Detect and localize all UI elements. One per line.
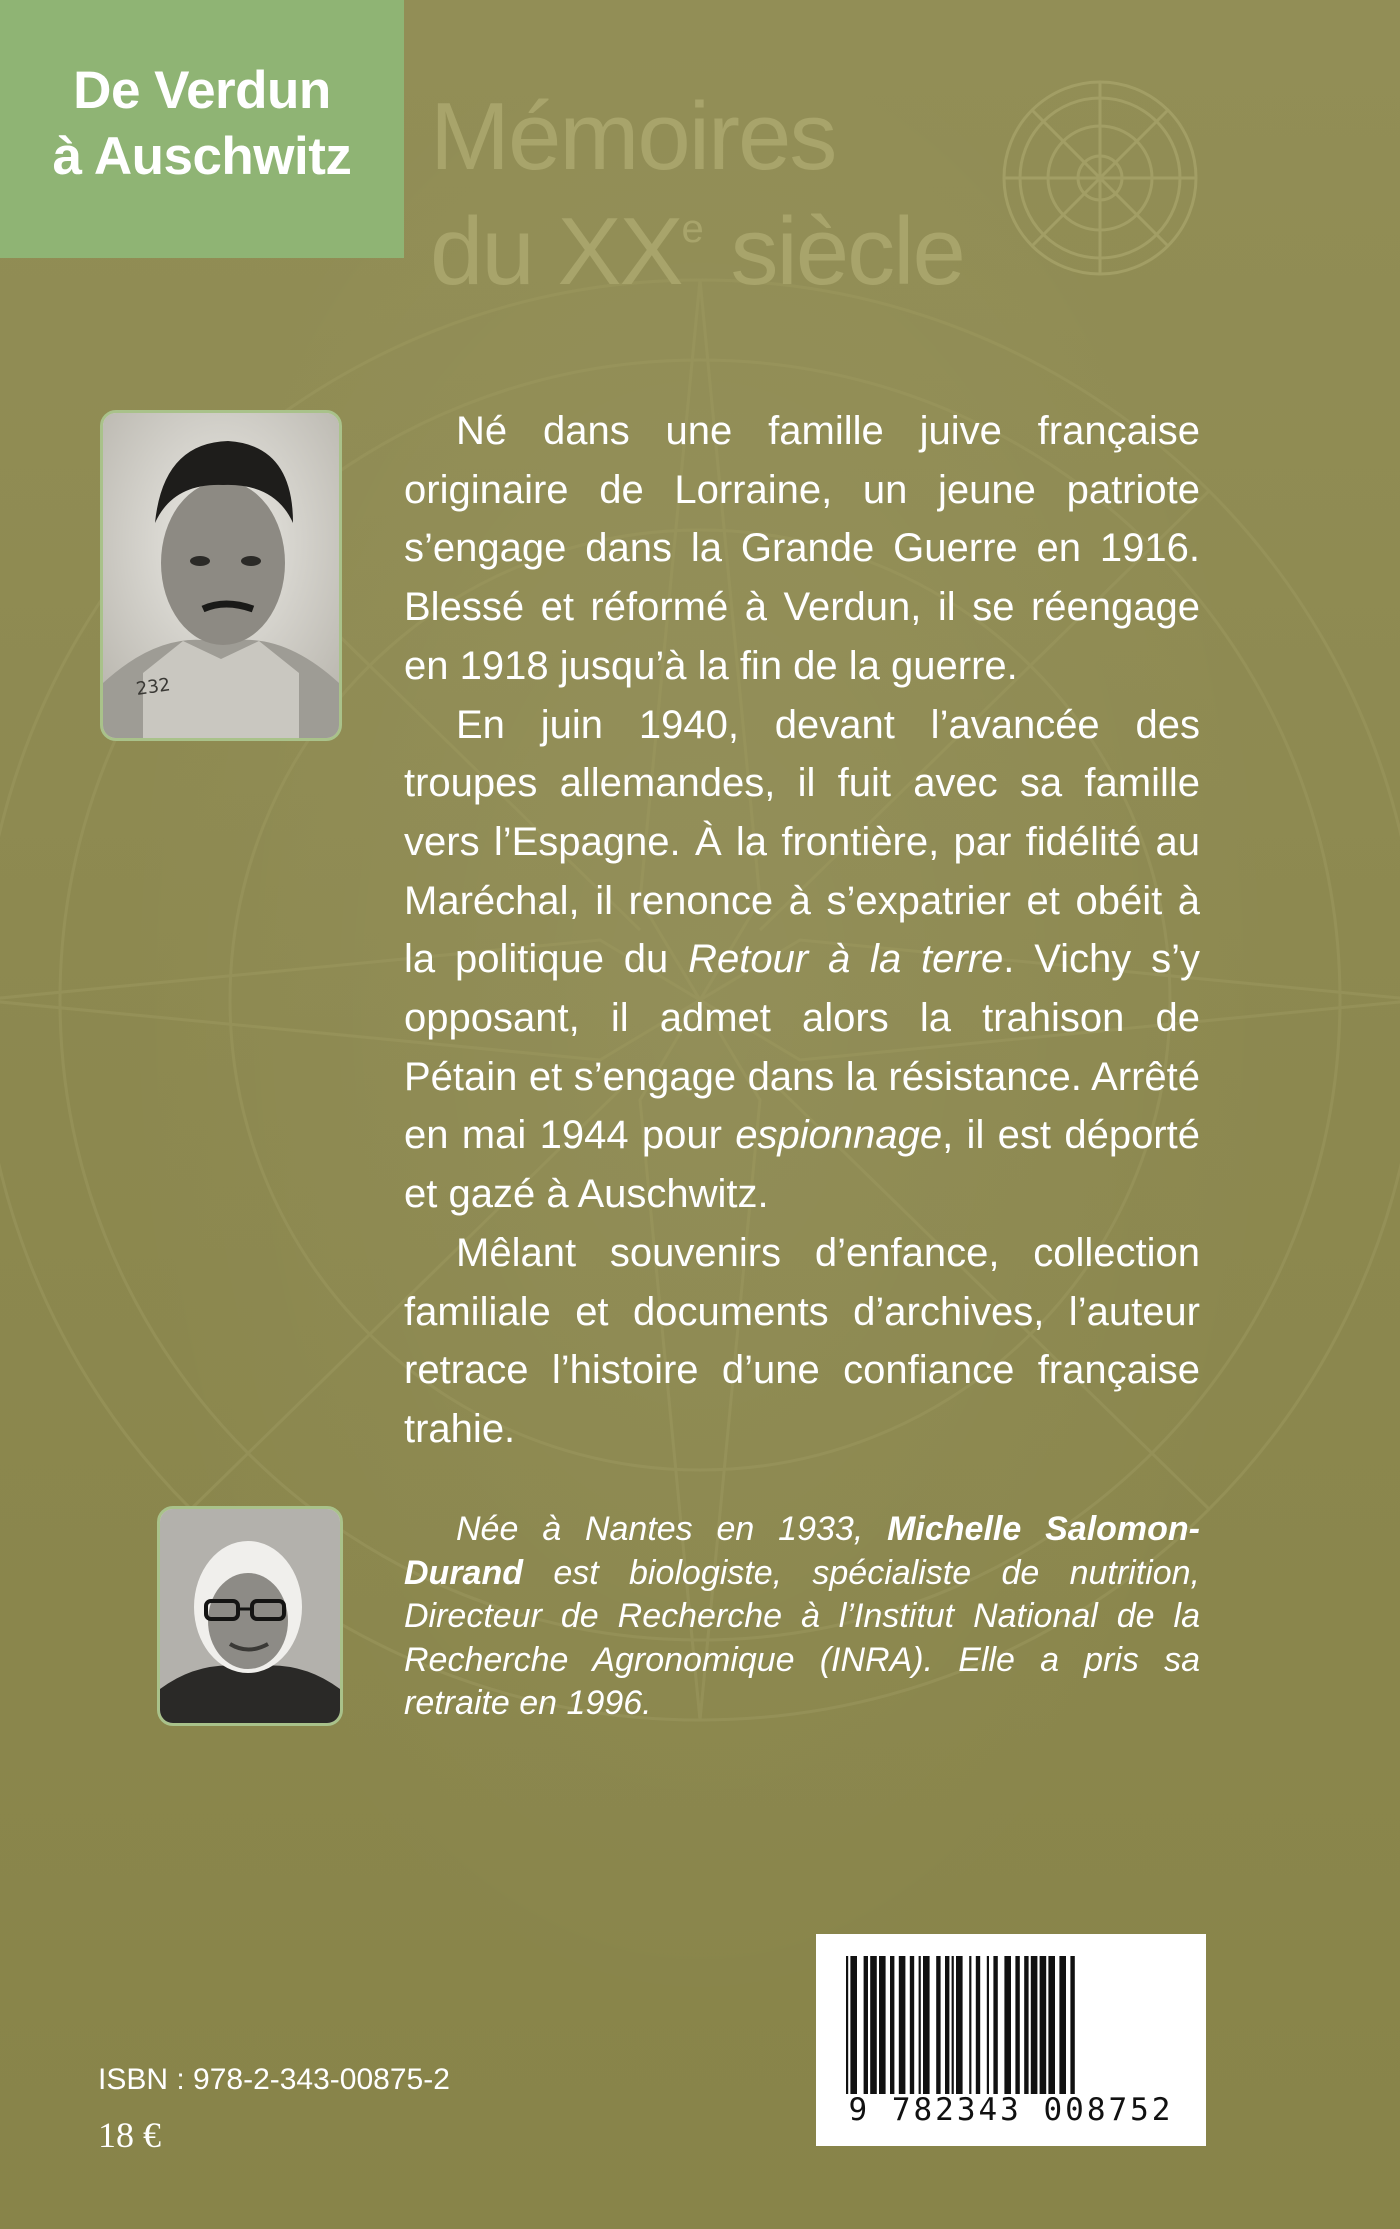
barcode-bar: [987, 1956, 989, 2094]
book-title-line1: De Verdun: [73, 61, 331, 120]
barcode-bar: [1015, 1956, 1019, 2094]
barcode-bar: [864, 1956, 868, 2094]
collection-name: [430, 83, 964, 305]
barcode-bar: [910, 1956, 914, 2094]
barcode-bar: [1040, 1956, 1047, 2094]
synopsis-paragraph-3: Mêlant souvenirs d’enfance, collection familiale et documents d’archives, l’auteur retrace l’histoire d’une confiance française trahie.: [404, 1230, 1200, 1451]
synopsis-p2-part-a: En juin 1940, devant l’avancée des troupes allemandes, il fuit avec sa famille vers l’Espagne. À la frontière, par fidélité au Maréchal, il renonce à s’expatrier et obéit à la politique du: [404, 702, 1200, 982]
barcode-bar: [1024, 1956, 1028, 2094]
synopsis-p2-emphasis-1: Retour à la terre: [688, 937, 1004, 982]
synopsis-p2-part-c: , il est déporté et gazé à Auschwitz.: [404, 1113, 1200, 1217]
barcode-bar: [976, 1956, 980, 2094]
soldier-portrait-image: [103, 413, 339, 738]
price-label: 18 €: [98, 2115, 161, 2155]
barcode-bar: [1070, 1956, 1074, 2094]
soldier-portrait-photo: [100, 410, 342, 741]
author-intro: Née à Nantes en 1933,: [456, 1510, 888, 1548]
barcode-bar: [956, 1956, 963, 2094]
book-title: [0, 58, 404, 190]
barcode-bar: [890, 1956, 894, 2094]
collection-line2-pre: du XX: [430, 198, 682, 305]
collection-line1: Mémoires: [430, 83, 836, 190]
author-biography: [404, 1508, 1200, 1726]
barcode-bar: [850, 1956, 857, 2094]
barcode-bar: [936, 1956, 940, 2094]
collection-line2: [430, 184, 964, 305]
barcode-bar: [1031, 1956, 1038, 2094]
barcode-bar: [879, 1956, 886, 2094]
barcode-bar: [919, 1956, 921, 2094]
author-portrait-image: [160, 1509, 340, 1723]
barcode-bar: [952, 1956, 954, 2094]
barcode-bar: [993, 1956, 997, 2094]
author-name: Michelle Salomon-Durand: [404, 1510, 1200, 1592]
barcode-bar: [1004, 1956, 1011, 2094]
author-portrait-photo: [157, 1506, 343, 1726]
synopsis-p2-emphasis-2: espionnage: [735, 1113, 943, 1158]
book-synopsis: [404, 402, 1200, 1459]
barcode-bar: [1059, 1956, 1066, 2094]
barcode-bar: [1048, 1956, 1055, 2094]
barcode-bar: [969, 1956, 971, 2094]
barcode-bar: [945, 1956, 949, 2094]
synopsis-paragraph-2: [404, 696, 1200, 1224]
barcode-bar: [870, 1956, 877, 2094]
series-title-box: [0, 0, 404, 258]
barcode-bar: [899, 1956, 906, 2094]
barcode-bar: [846, 1956, 848, 2094]
collection-seal-icon: [1000, 78, 1200, 278]
collar-number: 232: [134, 674, 172, 700]
synopsis-paragraph-1: Né dans une famille juive française originaire de Lorraine, un jeune patriote s’engage dans la Grande Guerre en 1916. Blessé et réformé à Verdun, il se réengage en 1918 jusqu’à la fin de la guerre.: [404, 409, 1200, 688]
author-bio: est biologiste, spécialiste de nutrition, Directeur de Recherche à l’Institut National de la Recherche Agronomique (INRA). Elle a pris sa retraite en 1996.: [404, 1553, 1200, 1722]
collection-line2-sup: e: [681, 207, 702, 251]
collection-line2-post: siècle: [705, 198, 964, 305]
barcode-bar: [923, 1956, 930, 2094]
ean-barcode: [816, 1934, 1206, 2146]
book-title-line2: à Auschwitz: [52, 127, 352, 186]
isbn-number: ISBN : 978-2-343-00875-2: [98, 2063, 450, 2096]
synopsis-p2-part-b: . Vichy s’y opposant, il admet alors la trahison de Pétain et s’engage dans la résistance. Arrêté en mai 1944 pour: [404, 937, 1200, 1158]
barcode-digits: 9 782343 008752: [848, 2092, 1174, 2128]
